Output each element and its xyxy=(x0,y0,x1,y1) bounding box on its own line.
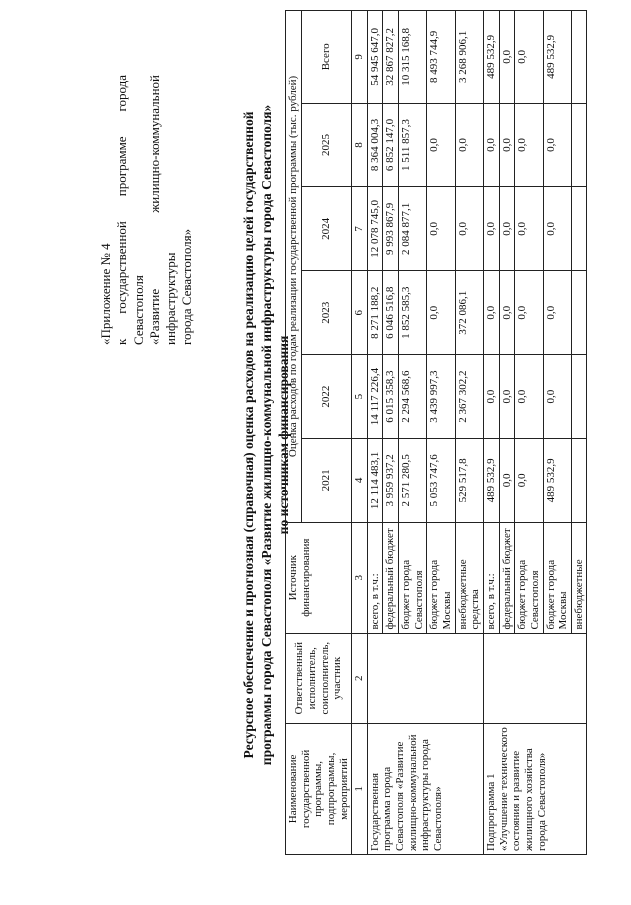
value-cell: 0,0 xyxy=(515,355,543,439)
value-cell: 0,0 xyxy=(499,271,515,355)
total-cell: 32 867 827,2 xyxy=(383,11,399,104)
value-cell: 6 852 147,0 xyxy=(383,103,399,187)
value-cell xyxy=(571,103,587,187)
header-estimate: Оценка расходов по годам реализации государственной программы (тыс. рублей) xyxy=(286,11,302,523)
source-cell: бюджет города Севастополя xyxy=(515,522,543,633)
header-year-2025: 2025 xyxy=(301,103,352,187)
value-cell: 5 053 747,6 xyxy=(427,438,455,522)
table-row xyxy=(367,11,383,855)
value-cell: 6 046 516,8 xyxy=(383,271,399,355)
value-cell xyxy=(571,355,587,439)
header-row-1 xyxy=(286,11,302,855)
value-cell: 0,0 xyxy=(455,103,483,187)
header-responsible: Ответственный исполнитель, соисполнитель, участник xyxy=(286,633,352,723)
value-cell: 0,0 xyxy=(515,187,543,271)
header-name: Наименование государственной программы, подпрограммы, мероприятий xyxy=(286,723,352,854)
value-cell: 12 078 745,0 xyxy=(367,187,383,271)
total-cell: 0,0 xyxy=(515,11,543,104)
value-cell: 0,0 xyxy=(543,103,571,187)
total-cell: 489 532,9 xyxy=(543,11,571,104)
value-cell: 2 571 280,5 xyxy=(399,438,427,522)
source-cell: бюджет города Москвы xyxy=(543,522,571,633)
source-cell: всего, в т.ч.: xyxy=(483,522,499,633)
value-cell: 0,0 xyxy=(483,103,499,187)
value-cell: 0,0 xyxy=(543,187,571,271)
title-line-1: Ресурсное обеспечение и прогнозная (справочная) оценка расходов на реализацию целей государственной xyxy=(241,111,256,759)
header-total: Всего xyxy=(301,11,352,104)
appendix-line-3: «Развитие жилищно-коммунальной инфраструктуры xyxy=(146,75,178,345)
index-cell: 8 xyxy=(352,103,368,187)
value-cell: 2 294 568,6 xyxy=(399,355,427,439)
total-cell: 10 315 168,8 xyxy=(399,11,427,104)
source-cell: бюджет города Севастополя xyxy=(399,522,427,633)
value-cell: 489 532,9 xyxy=(483,438,499,522)
source-cell: бюджет города Москвы xyxy=(427,522,455,633)
index-cell: 4 xyxy=(352,438,368,522)
value-cell xyxy=(571,187,587,271)
value-cell: 0,0 xyxy=(483,271,499,355)
title-line-3: по источникам финансирования xyxy=(276,335,292,535)
value-cell: 9 993 867,9 xyxy=(383,187,399,271)
source-cell: внебюджетные xyxy=(571,522,587,633)
value-cell: 1 511 857,3 xyxy=(399,103,427,187)
header-year-2022: 2022 xyxy=(301,355,352,439)
total-cell: 3 268 906,1 xyxy=(455,11,483,104)
header-source: Источник финансирования xyxy=(286,522,352,633)
subprogram-name-cell: Подпрограмма 1 «Улучшение технического состояния и развитие жилищного хозяйства города Севастополя» xyxy=(483,723,586,854)
value-cell: 0,0 xyxy=(499,438,515,522)
value-cell: 0,0 xyxy=(543,271,571,355)
value-cell: 372 086,1 xyxy=(455,271,483,355)
header-year-2023: 2023 xyxy=(301,271,352,355)
value-cell xyxy=(571,438,587,522)
value-cell: 8 364 004,3 xyxy=(367,103,383,187)
appendix-line-4: города Севастополя» xyxy=(179,228,195,345)
header-year-2021: 2021 xyxy=(301,438,352,522)
index-cell: 6 xyxy=(352,271,368,355)
value-cell: 3 439 997,3 xyxy=(427,355,455,439)
title-line-2: программы города Севастополя «Развитие жилищно-коммунальной инфраструктуры города Севастополя» xyxy=(258,104,274,766)
appendix-note xyxy=(98,75,196,345)
value-cell: 2 084 877,1 xyxy=(399,187,427,271)
total-cell: 0,0 xyxy=(499,11,515,104)
value-cell: 3 959 937,2 xyxy=(383,438,399,522)
total-cell: 489 532,9 xyxy=(483,11,499,104)
value-cell: 8 271 188,2 xyxy=(367,271,383,355)
source-cell: федеральный бюджет xyxy=(499,522,515,633)
source-cell: внебюджетные средства xyxy=(455,522,483,633)
value-cell: 0,0 xyxy=(515,103,543,187)
total-cell: 8 493 744,9 xyxy=(427,11,455,104)
value-cell: 2 367 302,2 xyxy=(455,355,483,439)
program-name-cell: Государственная программа города Севастополя «Развитие жилищно-коммунальной инфраструктуры города Севастополя» xyxy=(367,723,483,854)
appendix-line-2: к государственной программе города Севастополя xyxy=(114,75,146,345)
index-cell: 9 xyxy=(352,11,368,104)
value-cell: 0,0 xyxy=(483,187,499,271)
index-cell: 7 xyxy=(352,187,368,271)
value-cell: 0,0 xyxy=(515,438,543,522)
source-cell: федеральный бюджет xyxy=(383,522,399,633)
value-cell: 12 114 483,1 xyxy=(367,438,383,522)
value-cell: 529 517,8 xyxy=(455,438,483,522)
total-cell: 54 945 647,0 xyxy=(367,11,383,104)
value-cell: 0,0 xyxy=(515,271,543,355)
value-cell: 0,0 xyxy=(427,271,455,355)
value-cell: 6 015 358,3 xyxy=(383,355,399,439)
table-row xyxy=(483,11,499,855)
source-cell: всего, в т.ч.: xyxy=(367,522,383,633)
value-cell: 0,0 xyxy=(427,103,455,187)
index-cell: 2 xyxy=(352,633,368,723)
index-row xyxy=(352,11,368,855)
funding-table xyxy=(285,10,587,855)
index-cell: 5 xyxy=(352,355,368,439)
header-year-2024: 2024 xyxy=(301,187,352,271)
value-cell: 0,0 xyxy=(499,187,515,271)
value-cell: 14 117 226,4 xyxy=(367,355,383,439)
value-cell: 0,0 xyxy=(427,187,455,271)
value-cell xyxy=(571,271,587,355)
value-cell: 0,0 xyxy=(499,103,515,187)
appendix-line-1: «Приложение № 4 xyxy=(98,243,113,345)
value-cell: 1 852 585,3 xyxy=(399,271,427,355)
index-cell: 3 xyxy=(352,522,368,633)
value-cell: 0,0 xyxy=(455,187,483,271)
responsible-cell xyxy=(367,633,483,723)
value-cell: 489 532,9 xyxy=(543,438,571,522)
responsible-cell xyxy=(483,633,586,723)
value-cell: 0,0 xyxy=(483,355,499,439)
index-cell: 1 xyxy=(352,723,368,854)
value-cell: 0,0 xyxy=(499,355,515,439)
total-cell xyxy=(571,11,587,104)
value-cell: 0,0 xyxy=(543,355,571,439)
